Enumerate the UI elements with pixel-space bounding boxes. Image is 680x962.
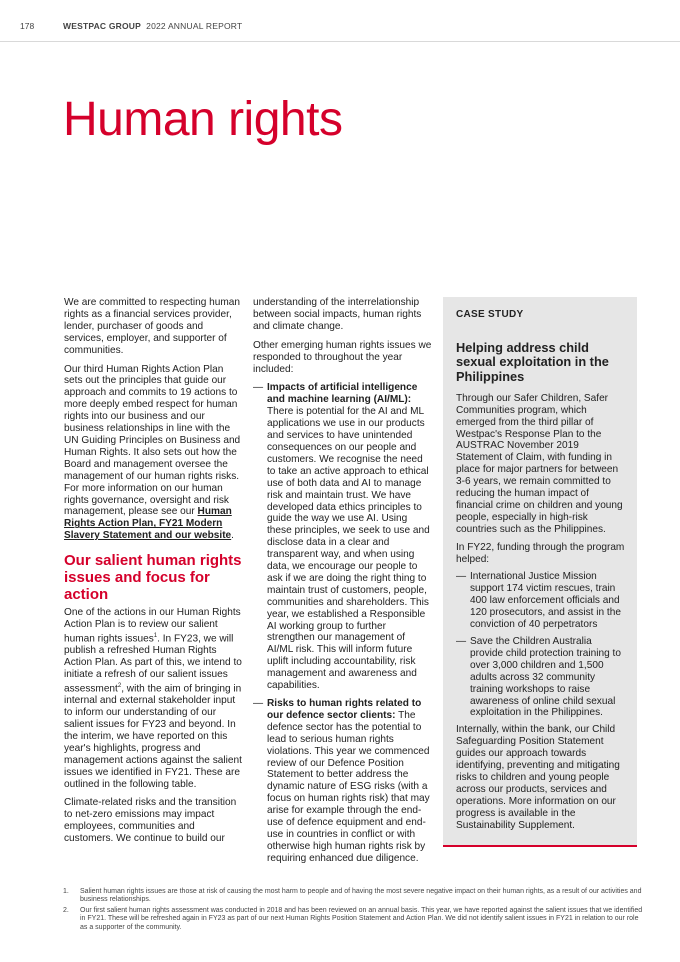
bullet-heading: Impacts of artificial intelligence and machine learning (AI/ML):	[267, 382, 418, 406]
bullet-text: International Justice Mission support 174 victim rescues, train 400 law enforcement officials and 120 prosecutors, and assist in the conviction of 40 perpetrators	[470, 571, 621, 631]
bullet-ai-ml	[253, 382, 433, 692]
footnote-text: Salient human rights issues are those at risk of causing the most harm to people and of having the most severe negative impact on their human rights, as a result of our activities and business relationships.	[80, 888, 642, 904]
case-study-paragraph: In FY22, funding through the program helped:	[456, 541, 625, 565]
salient-issues-paragraph: One of the actions in our Human Rights Action Plan is to review our salient human rights issues$^1$. In FY23, we will publish a refreshed Human Rights Action Plan. As part of this, we intend to initiate a refresh of our salient issues assessment$^2$, with the aim of bringing in internal and external stakeholder input to inform our understanding of our salient issues for FY23 and beyond. In the interim, we have reported on this year's highlights, progress and management actions against the salient issues we identified in FY21. These are outlined in the following table.	[64, 607, 242, 790]
footnote-text: Our first salient human rights assessment was conducted in 2018 and has been reviewed on an annual basis. This year, we have reported against the salient issues that we identified in FY21. These will be refreshed again in FY23 as part of our next Human Rights Position Statement and Action Plan. We did not identify salient issues in FY21 in relation to our role as a supporter of the community.	[80, 906, 643, 931]
action-plan-link[interactable]: Human Rights Action Plan, FY21 Modern Slavery Statement and our website	[64, 506, 232, 542]
footnote-number: 2.	[63, 906, 69, 914]
case-study-title: Helping address child sexual exploitation in the Philippines	[456, 339, 609, 384]
action-plan-paragraph: Our third Human Rights Action Plan sets out the principles that guide our approach and commits to 19 actions to more deeply embed respect for human rights into our business and our business relationships in line with the UN Guiding Principles on Business and Human Rights. It also sets out how the Board and management oversee the management of our human rights risks. For more information on our human rights governance, oversight and risk management, please see our Human Rights Action Plan, FY21 Modern Slavery Statement and our website.	[64, 363, 241, 542]
footnote-ref-2: 2	[117, 682, 122, 689]
case-bullet-ijm	[456, 571, 626, 631]
emerging-issues-paragraph: Other emerging human rights issues we responded to throughout the year included:	[253, 339, 432, 375]
climate-continued-paragraph: understanding of the interrelationship between social impacts, human rights and climate change.	[253, 297, 422, 332]
footnote-number: 1.	[63, 888, 69, 895]
report-name	[63, 21, 242, 31]
page-title: Human rights	[63, 93, 343, 146]
footnote	[63, 888, 643, 905]
page-header	[0, 0, 680, 42]
page-number: 178	[20, 21, 35, 31]
bullet-body: The defence sector has the potential to lead to serious human rights violations. This year we commenced review of our Defence Position Statement to better address the dynamic nature of ESG risks (with a focus on human rights risk) that may arise for example through the end-use of defence equipment and end-use in countries in conflict or with otherwise high human rights risk by requiring enhanced due diligence.	[267, 709, 430, 864]
report-title: 2022 ANNUAL REPORT	[146, 21, 243, 31]
org-name: WESTPAC GROUP	[63, 21, 142, 31]
column-middle	[253, 297, 433, 871]
case-study-paragraph: Internally, within the bank, our Child Safeguarding Position Statement guides our approach towards identifying, preventing and mitigating risks to children and young people across our products, services and operations. More information on our progress is available in the Sustainability Supplement.	[456, 724, 620, 831]
bullet-dash: —	[456, 636, 467, 648]
intro-paragraph: We are committed to respecting human rights as a financial services provider, lender, purchaser of goods and services, employer, and supporter of communities.	[64, 297, 240, 356]
climate-paragraph: Climate-related risks and the transition to net-zero emissions may impact employees, communities and customers. We continue to build our	[64, 797, 237, 845]
bullet-dash: —	[253, 698, 264, 709]
case-study-paragraph: Through our Safer Children, Safer Communities program, which emerged from the third pillar of Westpac's Response Plan to the AUSTRAC November 2019 Statement of Claim, with funding in place for major partners for between 3-6 years, we remain committed to reducing the human impact of financial crime on children and young people, especially in high-risk countries such as the Philippines.	[456, 392, 623, 535]
column-left	[64, 297, 242, 852]
case-study-panel	[443, 297, 637, 847]
bullet-dash: —	[253, 382, 264, 394]
bullet-dash: —	[456, 571, 467, 583]
case-bullet-save-children	[456, 636, 626, 719]
bullet-text: Save the Children Australia provide child protection training to over 3,000 children and 1,500 adults across 32 community training workshops to raise awareness of online child sexual exploitation in the Philippines.	[470, 636, 621, 719]
bullet-body: There is potential for the AI and ML applications we use in our products and services to have unintended consequences on our people and customers. We recognise the need to take an active approach to ethical use of both data and AI to manage risk and maintain trust. We have developed data ethics principles to guide the way we use AI. Using these principles, we seek to use and disclose data in a clear and transparent way, and when using data, we encourage our people to ask if we are doing the right thing to maintain trust of customers, people, communities and shareholders. This year, we established a Responsible AI working group to further strengthen our management of AI/ML risk. This will inform future uplift including accountability, risk management and awareness and capabilities.	[267, 406, 430, 692]
case-study-label: CASE STUDY	[456, 309, 524, 320]
salient-issues-heading: Our salient human rights issues and focus for action	[64, 552, 242, 604]
footnote	[63, 907, 643, 932]
bullet-heading: Risks to human rights related to our defence sector clients:	[267, 698, 422, 721]
footnotes	[63, 888, 643, 934]
bullet-defence	[253, 698, 433, 865]
footnote-ref-1: 1	[153, 632, 158, 639]
